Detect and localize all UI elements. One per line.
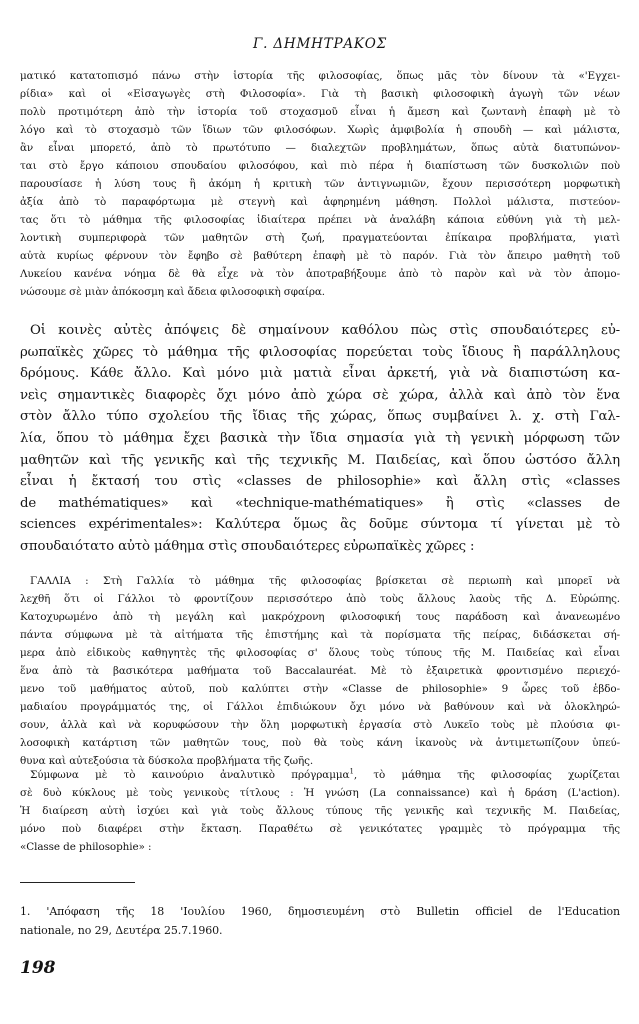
text-line [20, 766, 620, 784]
book-page [20, 0, 620, 1024]
text-line: νώσουμε σὲ μιὰν ἀπόκοσμη καὶ ἄδεια φιλοσοφικὴ σφαίρα. [20, 286, 325, 298]
text-line: αὐτὰ κυρίως φέρνουν τὸν ἔφηβο σὲ βαθύτερη ἐπαφὴ μὲ τὸ παρόν. Γιὰ τὸν ἄπειρο μαθητὴ τοῦ [20, 250, 620, 262]
text-line: δρόμους. Κάθε ἄλλο. Καὶ μόνο μιὰ ματιὰ εἶναι ἀρκετή, γιὰ νὰ διαπιστώση κα- [20, 366, 620, 382]
text-line: σπουδαιότατο αὐτὸ μάθημα στὶς σπουδαιότερες εὐρωπαϊκὲς χῶρες : [20, 538, 475, 554]
text-line: sciences expérimentales»: Καλύτερα ὅμως ἂς δοῦμε σύντομα τί γίνεται μὲ τὸ [20, 517, 620, 533]
text-line: εἶναι ἡ ἔκτασή του στὶς «classes de philosophie» καὶ ἄλλη στὶς «classes [20, 474, 620, 490]
text-line: σουν, ἀλλὰ καὶ νὰ κορυφώσουν τὴν ὅλη μορφωτικὴ ἐργασία στὸ Λυκεῖο τοὺς μὲ πλούσια φι- [20, 719, 620, 731]
footnote-line: 1. 'Απόφαση τῆς 18 'Ιουλίου 1960, δημοσιευμένη στὸ Bulletin officiel de l'Education [20, 905, 620, 918]
paragraph-3 [20, 572, 620, 770]
text-line: μόνο ποὺ διαφέρει στὴν ἔκταση. Παραθέτω σὲ γενικότατες γραμμὲς τὸ πρόγραμμα τῆς [20, 823, 620, 835]
footnote-marker: 1 [349, 767, 354, 776]
text-line: Οἱ κοινὲς αὐτὲς ἀπόψεις δὲ σημαίνουν καθόλου πὼς στὶς σπουδαιότερες εὐ- [30, 323, 620, 338]
text-line: τας ὅτι τὸ μάθημα τῆς φιλοσοφίας ἰδιαίτερα πρέπει νὰ ἀναλάβη κάποια εὐθύνη γιὰ τὴ μελ- [20, 214, 620, 226]
text-line: παρουσίασε ἡ λύση τους ἢ ἀκόμη ἡ κριτικὴ τῶν ἀντιγνωμιῶν, ἔχουν περισσότερη μορφωτικὴ [20, 178, 620, 190]
text-line: λόγο καὶ τὸ στοχασμὸ τῶν ἴδιων τῶν φιλοσόφων. Χωρὶς ἀμφιβολία ἡ σπουδὴ — καὶ μάλιστα, [20, 124, 620, 136]
text-line: ἂν εἶναι μπορετό, ἀπὸ τὸ πρωτότυπο — διαλεχτῶν προβλημάτων, ὅπως αὐτὰ διατυπώνον- [20, 142, 620, 154]
text-line: θυνα καὶ αὐτεξούσια τὰ δύσκολα προβλήματα τῆς ζωῆς. [20, 755, 314, 767]
text-line: λοντικὴ συμπεριφορὰ τῶν μαθητῶν στὴ ζωή, πραγματεύονται ἐπίκαιρα προβλήματα, γιατὶ [20, 232, 620, 244]
paragraph-1 [20, 67, 620, 301]
footnote-line: nationale, no 29, Δευτέρα 25.7.1960. [20, 924, 223, 937]
text-line: ρίδια» καὶ οἱ «Εἰσαγωγὲς στὴ Φιλοσοφία». Γιὰ τὴ βασικὴ φιλοσοφικὴ ἀγωγὴ τῶν νέων [20, 88, 620, 100]
text-line: λία, ὅπου τὸ μάθημα ἔχει βασικὰ τὴν ἴδια σημασία γιὰ τὴ γενικὴ μόρφωση τῶν [20, 430, 620, 446]
text-fragment: , τὸ μάθημα τῆς φιλοσοφίας χωρίζεται [353, 769, 620, 781]
footnote [20, 902, 620, 940]
text-line: μαδιαίου προγράμματός της, οἱ Γάλλοι ἐπιδιώκουν ὄχι μόνο νὰ βαθύνουν καὶ νὰ ὁλοκληρώ- [20, 701, 620, 713]
text-line: μενο τοῦ μαθήματος αὐτοῦ, ποὺ καλύπτει στὴν «Classe de philosophie» 9 ὧρες τοῦ ἑβδο- [20, 683, 620, 695]
text-line: ΓΑΛΛΙΑ : Στὴ Γαλλία τὸ μάθημα τῆς φιλοσοφίας βρίσκεται σὲ περιωπὴ καὶ μπορεῖ νὰ [30, 575, 620, 587]
text-line: Ἡ διαίρεση αὐτὴ ἰσχύει καὶ γιὰ τοὺς ἄλλους τύπους τῆς γενικῆς καὶ τεχνικῆς Μ. Παιδείας, [20, 805, 620, 817]
text-fragment: Σύμφωνα μὲ τὸ καινούριο ἀναλυτικὸ πρόγραμμα [30, 769, 350, 781]
text-line: ται στὸ ἔργο κάποιου σπουδαίου φιλοσόφου, καὶ πιὸ πέρα ἡ διαπίστωση τῶν δυσκολιῶν ποὺ [20, 160, 620, 172]
text-line: πάντα σύμφωνα μὲ τὰ αἰτήματα τῆς ἐπιστήμης καὶ τὰ πορίσματα τῆς πείρας, διδάσκεται σή- [20, 629, 620, 641]
text-line: λοσοφικὴ κατάρτιση τῶν μαθητῶν τους, ποὺ θὰ τοὺς κάνη ἱκανοὺς νὰ ἀντιμετωπίζουν ὑπεύ- [20, 737, 620, 749]
text-line: Λυκείου κανένα νόημα δὲ θὰ εἶχε νὰ τὸν ἀποτραβήξουμε ἀπὸ τὸ παρὸν καὶ νὰ τὸν ἀπομο- [20, 268, 620, 280]
paragraph-2 [20, 320, 620, 558]
page-number: 198 [20, 958, 56, 978]
footnote-divider [20, 882, 135, 883]
text-line: μερα ἀπὸ εἰδικοὺς καθηγητὲς τῆς φιλοσοφίας σ' ὅλους τοὺς τύπους τῆς Μ. Παιδείας καὶ εἶναι [20, 647, 620, 659]
text-line: ματικό κατατοπισμό πάνω στὴν ἱστορία τῆς φιλοσοφίας, ὅπως μᾶς τὸν δίνουν τὰ «'Εγχει- [20, 70, 620, 82]
text-line: ἕνα ἀπὸ τὰ βασικότερα μαθήματα τοῦ Baccalauréat. Μὲ τὸ ἐξαιρετικὰ φροντισμένο περιεχό- [20, 665, 620, 677]
running-head: Γ. ΔΗΜΗΤΡΑΚΟΣ [252, 36, 387, 52]
text-line: πολὺ προτιμότερη ἀπὸ τὴν ἱστορία τοῦ στοχασμοῦ εἶναι ἡ ἄμεση καὶ ζωντανὴ ἐπαφὴ μὲ τὸ [20, 106, 620, 118]
text-line: de mathématiques» καὶ «technique-mathématiques» ἢ στὶς «classes de [20, 495, 620, 511]
text-line: νεὶς σημαντικὲς διαφορὲς ὄχι μόνο ἀπὸ χώρα σὲ χώρα, ἀλλὰ καὶ ἀπὸ τὸν ἕνα [20, 387, 620, 403]
text-line: Κατοχυρωμένο ἀπὸ τὴ μεγάλη καὶ μακρόχρονη φιλοσοφική τους παράδοση καὶ ἀνανεωμένο [20, 611, 620, 623]
text-line: «Classe de philosophie» : [20, 841, 152, 853]
text-line: λεχθῆ ὅτι οἱ Γάλλοι τὸ φροντίζουν περισσότερο ἀπὸ τοὺς ἄλλους λαοὺς τῆς Δ. Εὐρώπης. [20, 593, 620, 605]
text-line: μαθητῶν καὶ τῆς γενικῆς καὶ τῆς τεχνικῆς Μ. Παιδείας, καὶ ὅπου ὡστόσο ἄλλη [20, 452, 620, 468]
text-line: ρωπαϊκὲς χῶρες τὸ μάθημα τῆς φιλοσοφίας πορεύεται τοὺς ἴδιους ἢ παράλληλους [20, 344, 620, 360]
text-line: στὸν ἄλλο τύπο σχολείου τῆς ἴδιας τῆς χώρας, ὅπως συμβαίνει λ. χ. στὴ Γαλ- [20, 409, 620, 425]
text-line: ἀξία ἀπὸ τὸ παραφόρτωμα μὲ στεγνὴ καὶ ἀφηρημένη μάθηση. Πολλοὶ μάλιστα, πιστεύον- [20, 196, 620, 208]
text-line: σὲ δυὸ κύκλους μὲ τοὺς γενικοὺς τίτλους : Ἡ γνώση (La connaissance) καὶ ἡ δράση (L'action). [20, 787, 620, 799]
paragraph-4 [20, 766, 620, 856]
